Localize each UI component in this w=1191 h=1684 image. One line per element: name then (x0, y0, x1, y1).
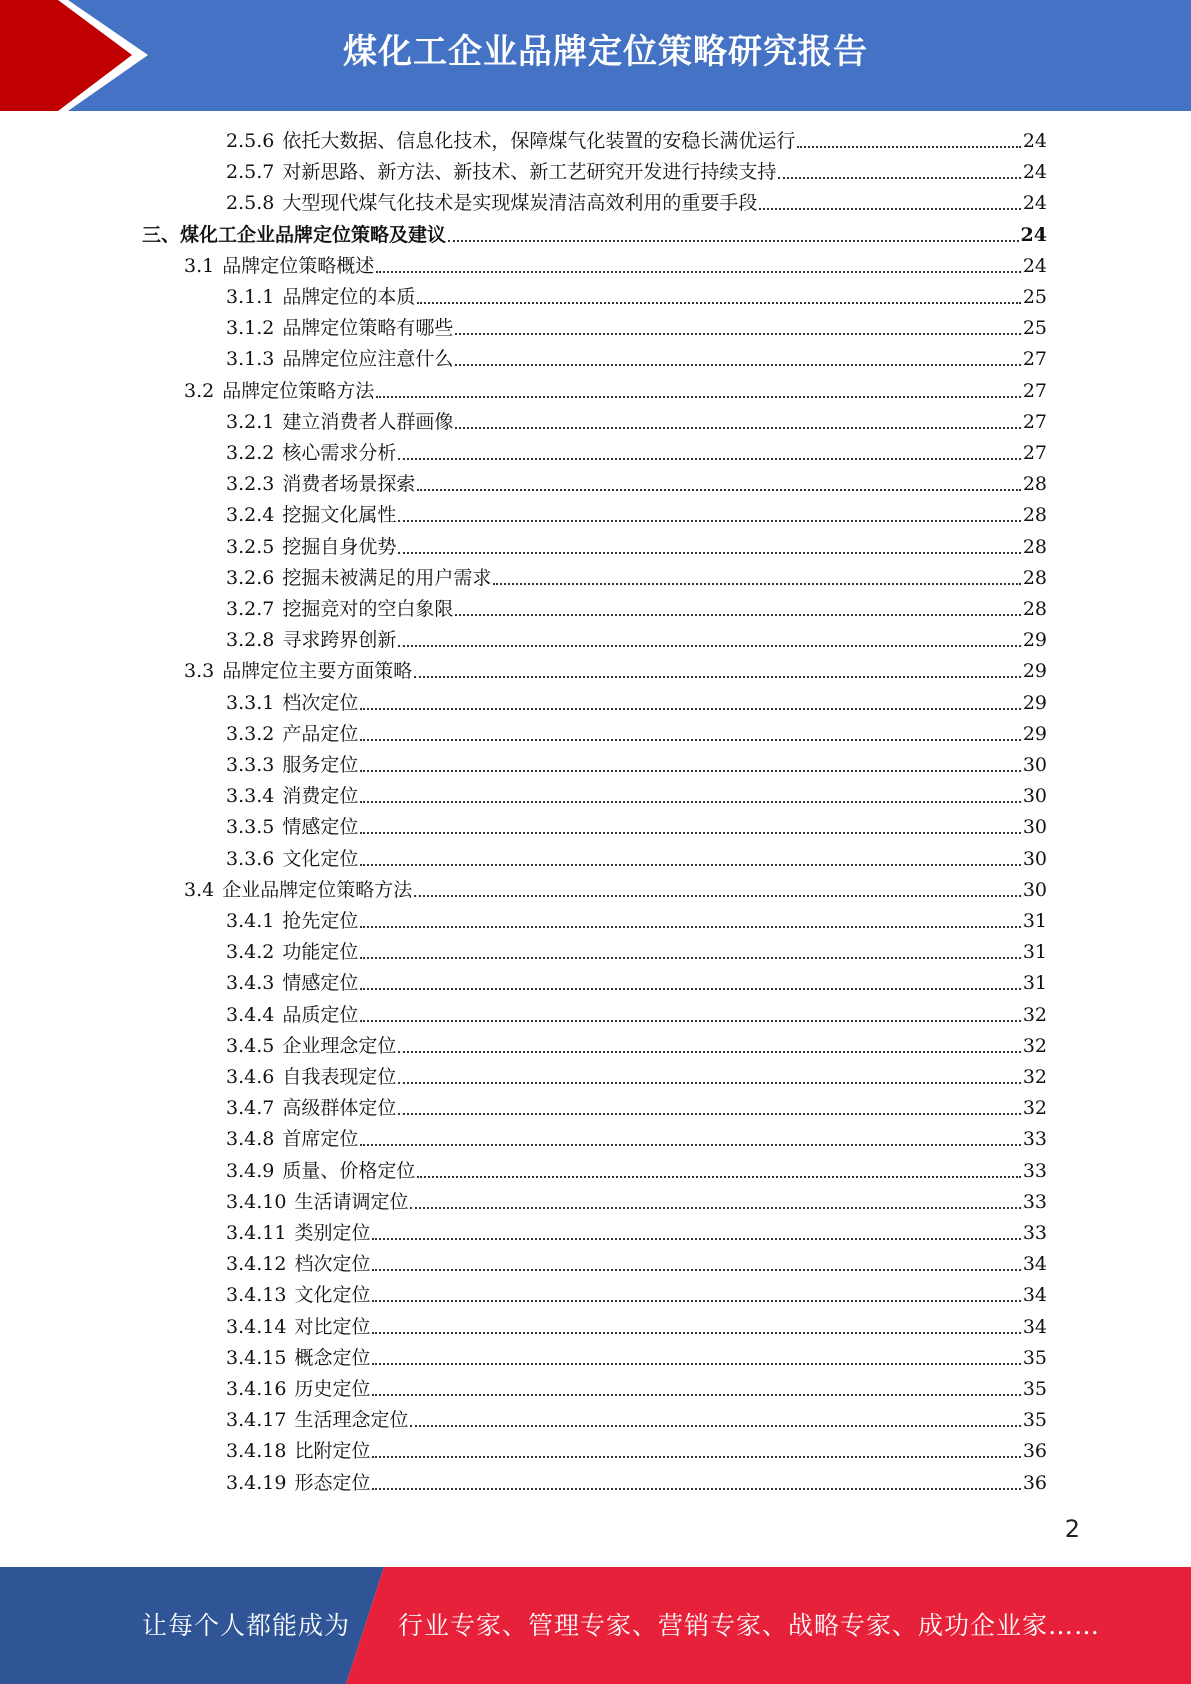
toc-dot-leader (372, 1456, 1020, 1458)
toc-dot-leader (372, 1332, 1020, 1334)
toc-dot-leader (372, 1269, 1020, 1271)
toc-dot-leader (398, 458, 1020, 460)
toc-dot-leader (455, 614, 1020, 616)
toc-entry-number: 3.2.2 (226, 442, 275, 464)
toc-entry-page: 29 (1022, 660, 1047, 683)
toc-entry[interactable] (226, 781, 1047, 812)
toc-entry[interactable] (226, 1280, 1047, 1311)
toc-entry[interactable] (226, 906, 1047, 937)
toc-entry-number: 3.1.1 (226, 286, 275, 308)
toc-entry[interactable] (226, 594, 1047, 625)
toc-entry-number: 3.3.3 (226, 754, 275, 776)
toc-entry[interactable] (226, 688, 1047, 719)
page-footer (0, 1567, 1191, 1684)
toc-entry-page: 35 (1022, 1409, 1047, 1432)
toc-entry-number: 3.2 (184, 379, 215, 402)
toc-dot-leader (360, 864, 1020, 866)
toc-entry[interactable] (226, 968, 1047, 999)
toc-entry-title: 文化定位 (282, 847, 359, 870)
toc-dot-leader (417, 489, 1020, 491)
toc-entry-number: 3.1.2 (226, 317, 275, 340)
toc-entry-number: 3.4.11 (226, 1222, 287, 1244)
toc-entry-page: 25 (1022, 286, 1047, 308)
toc-entry-number: 3.2.6 (226, 566, 275, 589)
toc-entry[interactable] (226, 532, 1047, 563)
toc-entry-title: 挖掘竞对的空白象限 (282, 598, 454, 620)
toc-entry[interactable] (226, 438, 1047, 469)
toc-entry[interactable] (226, 407, 1047, 438)
toc-entry[interactable] (226, 1405, 1047, 1436)
toc-entry-title: 消费者场景探索 (282, 473, 416, 496)
toc-entry-page: 28 (1022, 598, 1047, 620)
toc-entry-page: 34 (1022, 1315, 1047, 1338)
toc-entry[interactable] (184, 656, 1047, 687)
toc-entry-number: 2.5.6 (226, 130, 275, 152)
toc-entry[interactable] (226, 719, 1047, 750)
toc-entry-title: 质量、价格定位 (282, 1159, 416, 1182)
toc-entry-title: 大型现代煤气化技术是实现煤炭清洁高效利用的重要手段 (282, 192, 758, 215)
toc-entry-page: 24 (1022, 192, 1047, 215)
toc-entry-number: 3.3.1 (226, 691, 275, 714)
toc-entry-page: 28 (1022, 504, 1047, 527)
toc-entry[interactable] (226, 1093, 1047, 1124)
toc-entry-page: 32 (1022, 1066, 1047, 1088)
toc-entry[interactable] (226, 563, 1047, 594)
toc-entry-title: 高级群体定位 (282, 1097, 397, 1120)
toc-entry[interactable] (184, 875, 1047, 906)
toc-entry-page: 28 (1022, 473, 1047, 496)
toc-entry[interactable] (226, 1343, 1047, 1374)
toc-entry[interactable] (226, 1312, 1047, 1343)
toc-entry-number: 3.4.1 (226, 910, 275, 932)
toc-entry-number: 3.4.19 (226, 1471, 287, 1494)
toc-entry-title: 品牌定位的本质 (282, 286, 416, 308)
toc-entry-page: 25 (1022, 317, 1047, 340)
toc-entry-page: 29 (1022, 629, 1047, 652)
toc-entry[interactable] (226, 1062, 1047, 1093)
toc-entry-number: 3.3.2 (226, 722, 275, 745)
toc-entry-number: 3.4.4 (226, 1003, 275, 1026)
toc-dot-leader (410, 1207, 1020, 1209)
toc-entry[interactable] (184, 376, 1047, 407)
toc-entry-number: 3.4.15 (226, 1346, 287, 1369)
toc-entry-title: 品牌定位主要方面策略 (222, 660, 413, 683)
toc-entry-number: 2.5.8 (226, 192, 275, 215)
document-title: 煤化工企业品牌定位策略研究报告 (343, 32, 868, 72)
toc-entry-page: 28 (1022, 535, 1047, 558)
toc-entry[interactable] (226, 1249, 1047, 1280)
toc-entry-number: 3.4.18 (226, 1440, 287, 1463)
toc-entry-page: 24 (1022, 254, 1047, 277)
toc-entry-number: 3.4.10 (226, 1190, 287, 1213)
toc-entry[interactable] (226, 812, 1047, 843)
toc-entry-page: 30 (1022, 816, 1047, 839)
toc-entry-page: 30 (1022, 754, 1047, 776)
toc-dot-leader (398, 1051, 1020, 1053)
toc-entry-title: 品牌定位策略方法 (222, 379, 375, 402)
toc-dot-leader (455, 364, 1020, 366)
toc-entry-number: 3.4.6 (226, 1066, 275, 1088)
toc-dot-leader (455, 427, 1020, 429)
toc-dot-leader (360, 1144, 1020, 1146)
toc-entry-page: 30 (1022, 847, 1047, 870)
toc-entry-number: 3.4.14 (226, 1315, 287, 1338)
toc-entry-number: 3.4.3 (226, 972, 275, 995)
page-number: 2 (1064, 1515, 1080, 1543)
toc-entry[interactable] (226, 157, 1047, 188)
toc-entry[interactable] (226, 844, 1047, 875)
toc-dot-leader (376, 396, 1021, 398)
toc-dot-leader (778, 177, 1020, 179)
toc-entry[interactable] (142, 220, 1047, 251)
toc-entry-title: 生活理念定位 (294, 1409, 409, 1432)
toc-entry-title: 情感定位 (282, 816, 359, 839)
toc-entry-title: 比附定位 (294, 1440, 371, 1463)
footer-slogan: 让每个人都能成为 (142, 1611, 351, 1640)
toc-entry[interactable] (226, 1468, 1047, 1499)
toc-entry-number: 2.5.7 (226, 161, 275, 184)
toc-entry-page: 32 (1022, 1003, 1047, 1026)
toc-entry-page: 36 (1022, 1440, 1047, 1463)
toc-entry-page: 31 (1022, 910, 1047, 932)
toc-entry[interactable] (226, 1156, 1047, 1187)
toc-entry[interactable] (226, 937, 1047, 968)
toc-entry-page: 28 (1022, 566, 1047, 589)
toc-entry-page: 33 (1022, 1159, 1047, 1182)
toc-entry-title: 情感定位 (282, 972, 359, 995)
toc-entry-page: 29 (1022, 722, 1047, 745)
toc-entry[interactable] (226, 500, 1047, 531)
toc-entry-page: 27 (1022, 348, 1047, 371)
toc-entry-page: 27 (1022, 410, 1047, 433)
toc-dot-leader (360, 770, 1020, 772)
toc-entry[interactable] (226, 188, 1047, 219)
toc-dot-leader (455, 333, 1020, 335)
toc-entry-number: 3.4.7 (226, 1097, 275, 1120)
toc-entry-page: 34 (1022, 1253, 1047, 1276)
toc-entry-page: 29 (1022, 691, 1047, 714)
toc-entry-page: 33 (1022, 1128, 1047, 1151)
toc-entry-title: 消费定位 (282, 785, 359, 808)
toc-entry-number: 3.2.5 (226, 535, 275, 558)
toc-entry-title: 依托大数据、信息化技术，保障煤气化装置的安稳长满优运行 (282, 130, 796, 152)
toc-entry[interactable] (226, 126, 1047, 157)
toc-dot-leader (360, 957, 1020, 959)
toc-entry-number: 3.1.3 (226, 348, 275, 371)
toc-dot-leader (414, 676, 1021, 678)
toc-entry-title: 文化定位 (294, 1284, 371, 1307)
toc-dot-leader (360, 1020, 1020, 1022)
toc-entry-title: 抢先定位 (282, 910, 359, 932)
toc-entry-page: 32 (1022, 1097, 1047, 1120)
toc-entry-page: 33 (1022, 1190, 1047, 1213)
toc-entry-title: 品牌定位应注意什么 (282, 348, 454, 371)
toc-entry-number: 3.3.5 (226, 816, 275, 839)
toc-dot-leader (372, 1238, 1020, 1240)
toc-entry-page: 24 (1022, 161, 1047, 184)
toc-entry-title: 首席定位 (282, 1128, 359, 1151)
toc-entry-title: 服务定位 (282, 754, 359, 776)
toc-entry-title: 档次定位 (282, 691, 359, 714)
toc-entry-title: 品牌定位策略有哪些 (282, 317, 454, 340)
toc-dot-leader (372, 1363, 1020, 1365)
toc-dot-leader (797, 146, 1020, 148)
toc-entry-page: 35 (1022, 1346, 1047, 1369)
toc-entry-page: 24 (1022, 130, 1047, 152)
toc-dot-leader (376, 271, 1021, 273)
toc-entry-title: 三、煤化工企业品牌定位策略及建议 (142, 223, 447, 246)
toc-entry-title: 类别定位 (294, 1222, 371, 1244)
toc-dot-leader (398, 1113, 1020, 1115)
toc-entry[interactable] (184, 251, 1047, 282)
toc-entry-number: 3.3.6 (226, 847, 275, 870)
toc-entry-title: 品质定位 (282, 1003, 359, 1026)
toc-entry-title: 挖掘自身优势 (282, 535, 397, 558)
toc-dot-leader (417, 1176, 1020, 1178)
toc-entry-title: 挖掘文化属性 (282, 504, 397, 527)
toc-entry-title: 档次定位 (294, 1253, 371, 1276)
toc-entry-title: 功能定位 (282, 941, 359, 964)
toc-entry-page: 32 (1022, 1034, 1047, 1057)
toc-entry-title: 历史定位 (294, 1378, 371, 1400)
toc-dot-leader (372, 1488, 1020, 1490)
toc-entry-number: 3.4.9 (226, 1159, 275, 1182)
toc-entry-page: 30 (1022, 878, 1047, 901)
toc-entry-number: 3.4.12 (226, 1253, 287, 1276)
toc-dot-leader (398, 1082, 1020, 1084)
toc-entry-title: 对新思路、新方法、新技术、新工艺研究开发进行持续支持 (282, 161, 777, 184)
toc-dot-leader (360, 801, 1020, 803)
toc-entry-page: 34 (1022, 1284, 1047, 1307)
toc-entry[interactable] (226, 1124, 1047, 1155)
toc-entry-number: 3.4.8 (226, 1128, 275, 1151)
toc-dot-leader (360, 832, 1020, 834)
toc-entry[interactable] (226, 344, 1047, 375)
toc-entry[interactable] (226, 282, 1047, 313)
toc-entry-page: 27 (1022, 442, 1047, 464)
toc-dot-leader (493, 583, 1020, 585)
toc-dot-leader (398, 645, 1020, 647)
toc-dot-leader (398, 520, 1020, 522)
toc-entry[interactable] (226, 1374, 1047, 1405)
toc-entry[interactable] (226, 750, 1047, 781)
toc-entry[interactable] (226, 625, 1047, 656)
toc-entry-number: 3.3.4 (226, 785, 275, 808)
toc-entry-number: 3.4.16 (226, 1378, 287, 1400)
toc-entry[interactable] (226, 469, 1047, 500)
toc-dot-leader (360, 988, 1020, 990)
toc-entry[interactable] (226, 1436, 1047, 1467)
toc-entry-number: 3.4.5 (226, 1034, 275, 1057)
toc-entry-title: 形态定位 (294, 1471, 371, 1494)
toc-entry-title: 对比定位 (294, 1315, 371, 1338)
toc-entry-title: 企业品牌定位策略方法 (222, 878, 413, 901)
toc-entry-title: 核心需求分析 (282, 442, 397, 464)
toc-entry-page: 36 (1022, 1471, 1047, 1494)
toc-entry-page: 35 (1022, 1378, 1047, 1400)
toc-entry-title: 生活请调定位 (294, 1190, 409, 1213)
toc-entry-title: 自我表现定位 (282, 1066, 397, 1088)
toc-entry-number: 3.4.2 (226, 941, 275, 964)
toc-entry-page: 24 (1020, 223, 1047, 246)
toc-entry-title: 建立消费者人群画像 (282, 410, 454, 433)
toc-entry-title: 寻求跨界创新 (282, 629, 397, 652)
toc-entry[interactable] (226, 313, 1047, 344)
toc-entry-number: 3.2.8 (226, 629, 275, 652)
toc-entry-title: 品牌定位策略概述 (222, 254, 375, 277)
toc-dot-leader (398, 552, 1020, 554)
toc-entry[interactable] (226, 1000, 1047, 1031)
toc-dot-leader (372, 1300, 1020, 1302)
toc-entry[interactable] (226, 1031, 1047, 1062)
footer-tagline: 行业专家、管理专家、营销专家、战略专家、成功企业家…… (398, 1611, 1101, 1640)
toc-dot-leader (410, 1425, 1020, 1427)
toc-entry-title: 概念定位 (294, 1346, 371, 1369)
toc-entry-title: 企业理念定位 (282, 1034, 397, 1057)
toc-entry-page: 33 (1022, 1222, 1047, 1244)
toc-dot-leader (360, 739, 1020, 741)
toc-entry[interactable] (226, 1187, 1047, 1218)
toc-entry-page: 31 (1022, 941, 1047, 964)
toc-entry-number: 3.2.4 (226, 504, 275, 527)
toc-entry-number: 3.4.17 (226, 1409, 287, 1432)
toc-entry-title: 挖掘未被满足的用户需求 (282, 566, 492, 589)
toc-entry-page: 31 (1022, 972, 1047, 995)
toc-entry-number: 3.3 (184, 660, 215, 683)
toc-entry-number: 3.2.3 (226, 473, 275, 496)
toc-entry-number: 3.1 (184, 254, 215, 277)
page-header (0, 0, 1191, 111)
toc-dot-leader (360, 708, 1020, 710)
toc-dot-leader (372, 1394, 1020, 1396)
toc-entry-title: 产品定位 (282, 722, 359, 745)
toc-entry[interactable] (226, 1218, 1047, 1249)
toc-dot-leader (414, 895, 1021, 897)
toc-entry-page: 30 (1022, 785, 1047, 808)
toc-dot-leader (417, 302, 1020, 304)
toc-dot-leader (448, 240, 1019, 242)
toc-entry-number: 3.4.13 (226, 1284, 287, 1307)
toc-dot-leader (360, 926, 1020, 928)
toc-entry-number: 3.2.1 (226, 410, 275, 433)
toc-entry-page: 27 (1022, 379, 1047, 402)
toc-dot-leader (759, 208, 1020, 210)
toc-entry-number: 3.2.7 (226, 598, 275, 620)
toc-entry-number: 3.4 (184, 878, 215, 901)
